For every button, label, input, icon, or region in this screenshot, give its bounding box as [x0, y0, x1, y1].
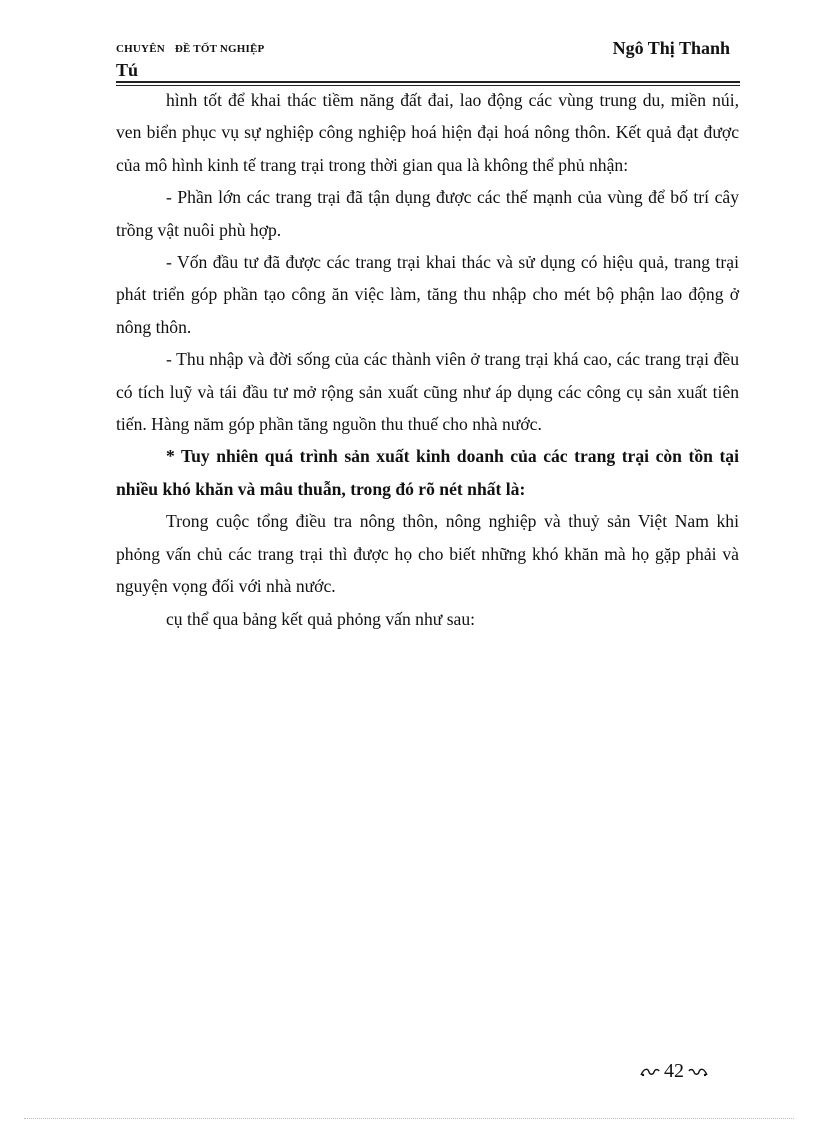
scroll-ornament-right-icon [688, 1066, 708, 1078]
paragraph-table-intro: cụ thể qua bảng kết quả phỏng vấn như sau: [166, 608, 476, 629]
paragraph-bullet-2: - Vốn đầu tư đã được các trang trại khai thác và sử dụng có hiệu quả, trang trại phát triển góp phần tạo công ăn việc làm, tăng thu nhập cho mét bộ phận lao động ở nông thôn. [116, 252, 739, 337]
paragraph-bold-heading: * Tuy nhiên quá trình sản xuất kinh doanh của các trang trại còn tồn tại nhiều khó khăn và mâu thuẫn, trong đó rõ nét nhất là: [116, 446, 739, 499]
header-author-line1: Ngô Thị Thanh [612, 38, 730, 58]
paragraph-survey: Trong cuộc tổng điều tra nông thôn, nông nghiệp và thuỷ sản Việt Nam khi phỏng vấn chủ các trang trại thì được họ cho biết những khó khăn mà họ gặp phải và nguyện vọng đối với nhà nước. [116, 511, 739, 597]
header-rule-thick [116, 81, 740, 83]
paragraph-bullet-3: - Thu nhập và đời sống của các thành viên ở trang trại khá cao, các trang trại đều có tích luỹ và tái đầu tư mở rộng sản xuất cũng như áp dụng các công cụ sản xuất tiên tiến. Hàng năm góp phần tăng nguồn thu thuế cho nhà nước. [116, 349, 739, 435]
header-topic-part2: ĐỀ TỐT NGHIỆP [174, 43, 265, 55]
header-author-line2: Tú [116, 60, 139, 80]
page-number-block [640, 1060, 708, 1083]
body-text [116, 84, 739, 635]
bottom-dotted-border [24, 1118, 794, 1119]
paragraph-bullet-1: - Phần lớn các trang trại đã tận dụng được các thế mạnh của vùng để bố trí cây trồng vật nuôi phù hợp. [116, 187, 739, 240]
header-topic-part1: CHUYÊN [116, 43, 165, 55]
page-header [116, 38, 740, 82]
paragraph-intro: hình tốt để khai thác tiềm năng đất đai, lao động các vùng trung du, miền núi, ven biển phục vụ sự nghiệp công nghiệp hoá hiện đại hoá nông thôn. Kết quả đạt được của mô hình kinh tế trang trại trong thời gian qua là không thể phủ nhận: [116, 90, 739, 175]
header-topic [116, 43, 264, 55]
page-number: 42 [664, 1060, 684, 1082]
scroll-ornament-left-icon [640, 1066, 660, 1078]
